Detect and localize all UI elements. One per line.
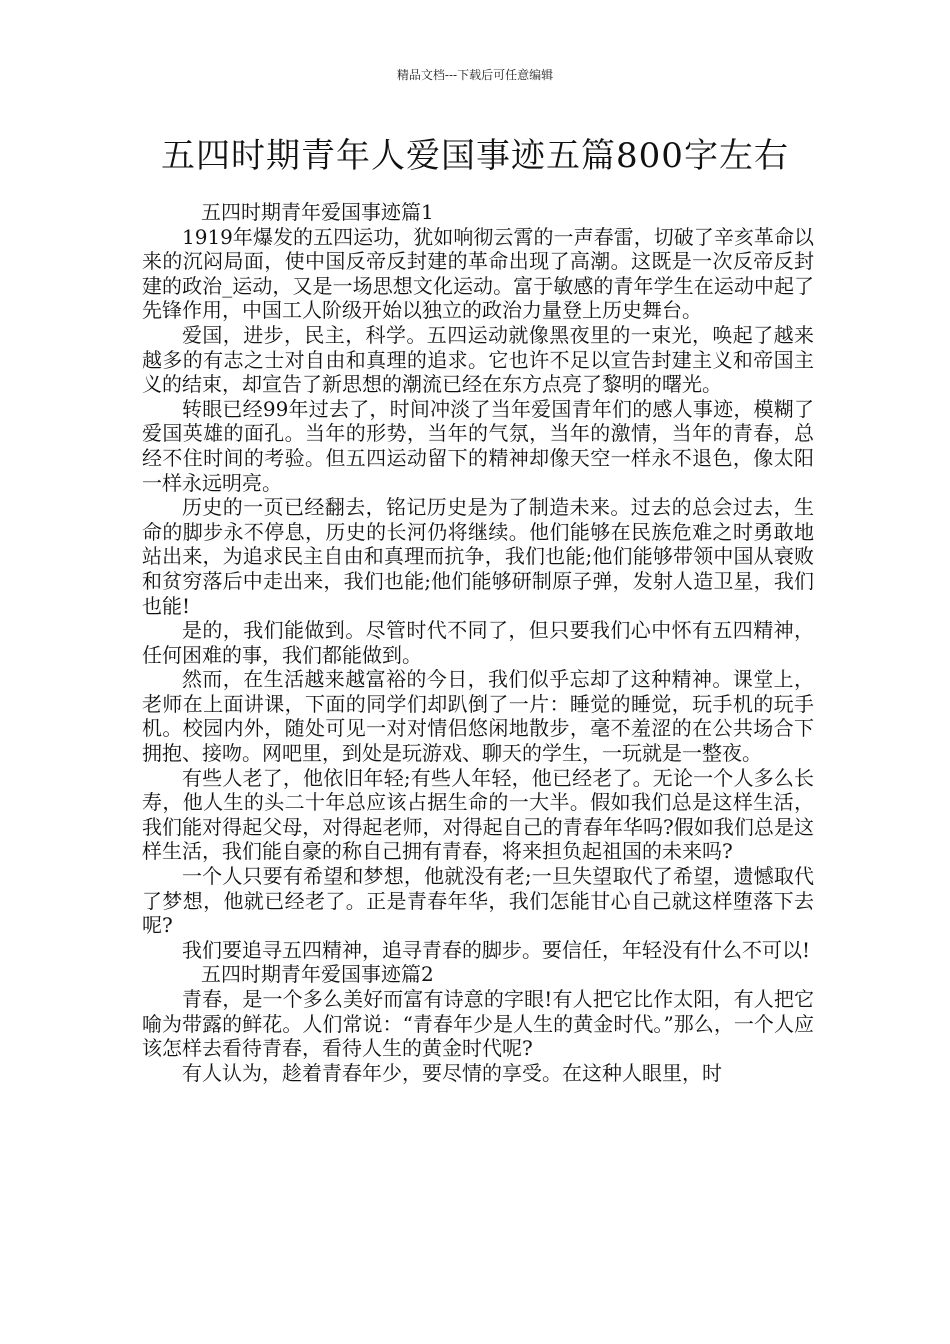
paragraph: 有人认为，趁着青春年少，要尽情的享受。在这种人眼里，时 <box>182 1060 722 1085</box>
paragraph: 爱国，进步，民主，科学。五四运动就像黑夜里的一束光，唤起了越来越多的有志之士对自由和真理的追求。它也许不足以宣告封建主义和帝国主义的结束，却宣告了新思想的潮流已经在东方点亮了黎明的曙光。 <box>142 322 814 397</box>
section-heading: 五四时期青年爱国事迹篇1 <box>201 200 434 224</box>
document-body <box>142 200 814 1085</box>
paragraph: 1919年爆发的五四运功，犹如响彻云霄的一声春雷，切破了辛亥革命以来的沉闷局面，使中国反帝反封建的革命出现了高潮。这既是一次反帝反封建的政治_运动，又是一场思想文化运动。富于敏感的青年学生在运动中起了先锋作用，中国工人阶级开始以独立的政治力量登上历史舞台。 <box>142 224 814 323</box>
paragraph: 一个人只要有希望和梦想，他就没有老;一旦失望取代了希望，遗憾取代了梦想，他就已经老了。正是青春年华，我们怎能甘心自己就这样堕落下去呢? <box>142 864 814 938</box>
paragraph: 青春，是一个多么美好而富有诗意的字眼!有人把它比作太阳，有人把它喻为带露的鲜花。人们常说：“青春年少是人生的黄金时代。”那么，一个人应该怎样去看待青春，看待人生的黄金时代呢? <box>142 987 814 1061</box>
paragraph: 是的，我们能做到。尽管时代不同了，但只要我们心中怀有五四精神，任何困难的事，我们都能做到。 <box>142 618 814 667</box>
paragraph: 然而，在生活越来越富裕的今日，我们似乎忘却了这种精神。课堂上，老师在上面讲课，下面的同学们却趴倒了一片：睡觉的睡觉，玩手机的玩手机。校园内外，随处可见一对对情侣悠闲地散步，毫不羞涩的在公共场合下拥抱、接吻。网吧里，到处是玩游戏、聊天的学生，一玩就是一整夜。 <box>142 667 814 766</box>
header-note: 精品文档---下载后可任意编辑 <box>396 68 554 82</box>
section-heading: 五四时期青年爱国事迹篇2 <box>201 962 434 987</box>
document-title: 五四时期青年人爱国事迹五篇800字左右 <box>161 136 789 176</box>
paragraph: 有些人老了，他依旧年轻;有些人年轻，他已经老了。无论一个人多么长寿，他人生的头二十年总应该占据生命的一大半。假如我们总是这样生活，我们能对得起父母，对得起老师，对得起自己的青春年华吗?假如我们总是这样生活，我们能自豪的称自己拥有青春，将来担负起祖国的未来吗? <box>142 765 814 864</box>
paragraph: 我们要追寻五四精神，追寻青春的脚步。要信任，年轻没有什么不可以! <box>182 937 811 962</box>
paragraph: 转眼已经99年过去了，时间冲淡了当年爱国青年们的感人事迹，模糊了爱国英雄的面孔。当年的形势，当年的气氛，当年的激情，当年的青春，总经不住时间的考验。但五四运动留下的精神却像天空一样永不退色，像太阳一样永远明亮。 <box>142 396 814 495</box>
paragraph: 历史的一页已经翻去，铭记历史是为了制造未来。过去的总会过去，生命的脚步永不停息，历史的长河仍将继续。他们能够在民族危难之时勇敢地站出来，为追求民主自由和真理而抗争，我们也能;他们能够带领中国从衰败和贫穷落后中走出来，我们也能;他们能够研制原子弹，发射人造卫星，我们也能! <box>142 495 814 618</box>
